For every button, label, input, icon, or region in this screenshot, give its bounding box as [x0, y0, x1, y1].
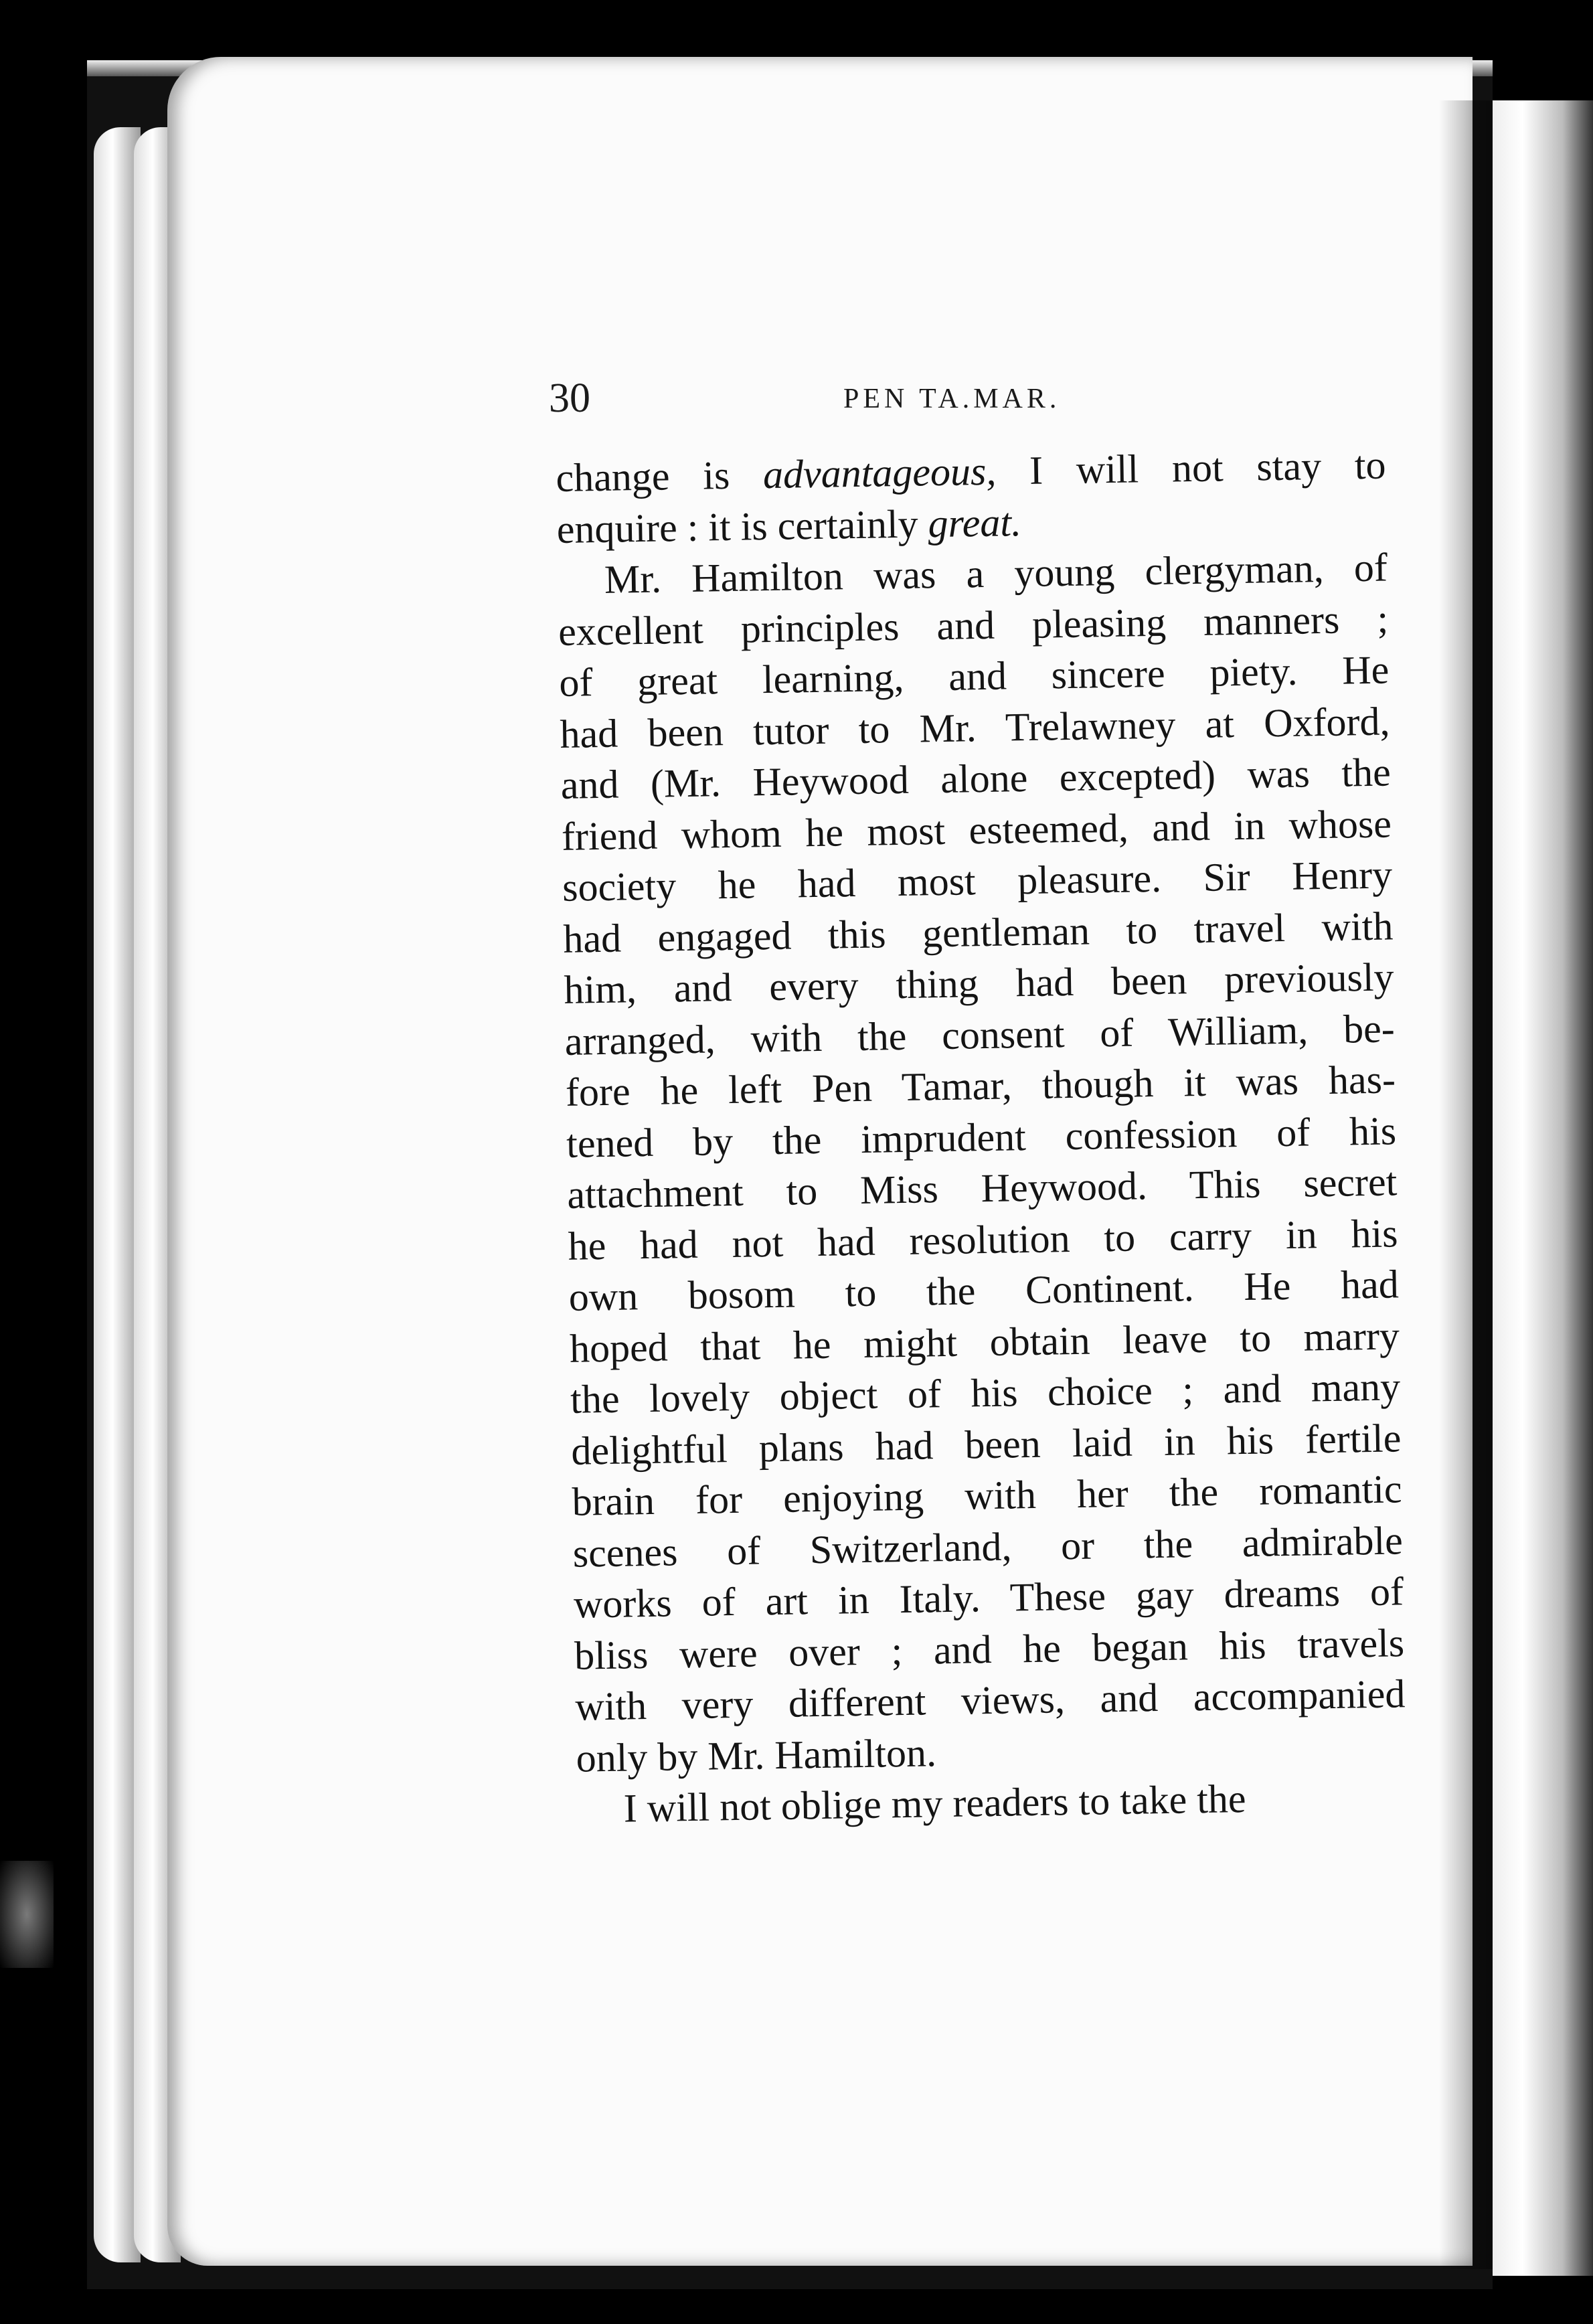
text-line: had engaged this gentleman to travel with: [562, 903, 1394, 961]
facing-page-edge: [1493, 100, 1593, 2276]
text-line: delightful plans had been laid in his fertile: [570, 1415, 1402, 1473]
text-run: I will not stay to: [995, 442, 1386, 493]
text-run: change is: [556, 452, 764, 500]
page-number: 30: [549, 376, 590, 421]
text-line: bliss were over ; and he began his travels: [574, 1620, 1405, 1678]
scan-margin-shadow: [0, 1861, 54, 1968]
text-line: friend whom he most esteemed, and in whose: [561, 801, 1392, 859]
page-header: [549, 375, 1386, 428]
text-line: society he had most pleasure. Sir Henry: [562, 852, 1393, 910]
text-line: he had not had resolution to carry in his: [568, 1210, 1398, 1268]
body-text: [556, 440, 1407, 1835]
text-line: the lovely object of his choice ; and many: [570, 1364, 1401, 1422]
text-line: Mr. Hamilton was a young clergyman, of: [604, 545, 1388, 602]
text-line: works of art in Italy. These gay dreams of: [573, 1569, 1404, 1627]
italic-text-run: great.: [928, 499, 1022, 546]
text-run: enquire : it is certainly: [556, 501, 929, 552]
text-line: excellent principles and pleasing manners ;: [558, 596, 1389, 654]
text-line: with very different views, and accompanied: [574, 1671, 1406, 1729]
text-line: him, and every thing had been previously: [564, 954, 1394, 1012]
text-line: of great learning, and sincere piety. He: [558, 647, 1390, 705]
text-line: only by Mr. Hamilton.: [576, 1730, 937, 1780]
text-line: fore he left Pen Tamar, though it was has-: [565, 1057, 1396, 1114]
text-line: hoped that he might obtain leave to marry: [569, 1313, 1400, 1371]
text-line: had been tutor to Mr. Trelawney at Oxford,: [560, 698, 1390, 756]
italic-text-run: advantageous,: [762, 448, 997, 497]
text-line: own bosom to the Continent. He had: [568, 1262, 1400, 1319]
text-line: attachment to Miss Heywood. This secret: [566, 1159, 1398, 1217]
text-line: scenes of Switzerland, or the admirable: [572, 1517, 1404, 1576]
text-line: and (Mr. Heywood alone excepted) was the: [560, 750, 1392, 807]
text-line: brain for enjoying with her the romantic: [572, 1467, 1402, 1524]
text-line: I will not oblige my readers to take the: [623, 1776, 1246, 1831]
running-head: PEN TA.MAR.: [843, 384, 1061, 414]
text-line: arranged, with the consent of William, be-: [564, 1005, 1396, 1064]
text-line: tened by the imprudent confession of his: [566, 1108, 1397, 1166]
